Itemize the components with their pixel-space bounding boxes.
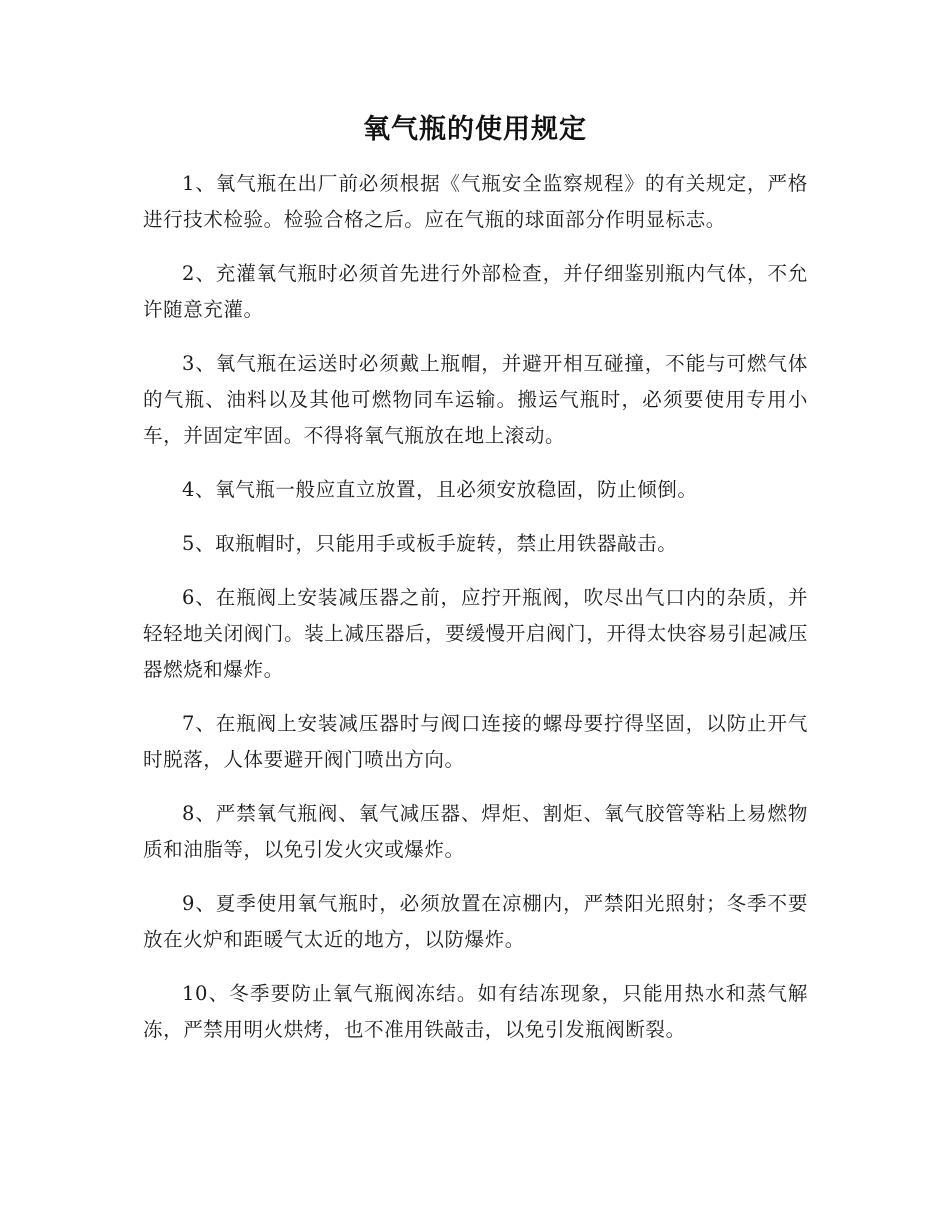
- paragraph-5: 5、取瓶帽时，只能用手或板手旋转，禁止用铁器敲击。: [182, 532, 678, 555]
- paragraph-4: 4、氧气瓶一般应直立放置，且必须安放稳固，防止倾倒。: [182, 478, 698, 501]
- paragraph-6: 6、在瓶阀上安装减压器之前，应拧开瓶阀，吹尽出气口内的杂质，并轻轻地关闭阀门。装上减压器后，要缓慢开启阀门，开得太快容易引起减压器燃烧和爆炸。: [143, 586, 808, 681]
- paragraph-7: 7、在瓶阀上安装减压器时与阀口连接的螺母要拧得坚固，以防止开气时脱落，人体要避开阀门喷出方向。: [143, 712, 808, 771]
- paragraph-3: 3、氧气瓶在运送时必须戴上瓶帽，并避开相互碰撞，不能与可燃气体的气瓶、油料以及其他可燃物同车运输。搬运气瓶时，必须要使用专用小车，并固定牢固。不得将氧气瓶放在地上滚动。: [143, 352, 808, 447]
- document-title: 氧气瓶的使用规定: [363, 114, 587, 145]
- paragraph-9: 9、夏季使用氧气瓶时，必须放置在凉棚内，严禁阳光照射；冬季不要放在火炉和距暖气太近的地方，以防爆炸。: [143, 892, 808, 951]
- paragraph-10: 10、冬季要防止氧气瓶阀冻结。如有结冻现象，只能用热水和蒸气解冻，严禁用明火烘烤，也不准用铁敲击，以免引发瓶阀断裂。: [143, 982, 808, 1041]
- paragraph-1: 1、氧气瓶在出厂前必须根据《气瓶安全监察规程》的有关规定，严格进行技术检验。检验合格之后。应在气瓶的球面部分作明显标志。: [143, 172, 808, 231]
- document-body: [143, 166, 808, 1066]
- paragraph-8: 8、严禁氧气瓶阀、氧气减压器、焊炬、割炬、氧气胶管等粘上易燃物质和油脂等，以免引发火灾或爆炸。: [143, 802, 808, 861]
- paragraph-2: 2、充灌氧气瓶时必须首先进行外部检查，并仔细鉴别瓶内气体，不允许随意充灌。: [143, 262, 808, 321]
